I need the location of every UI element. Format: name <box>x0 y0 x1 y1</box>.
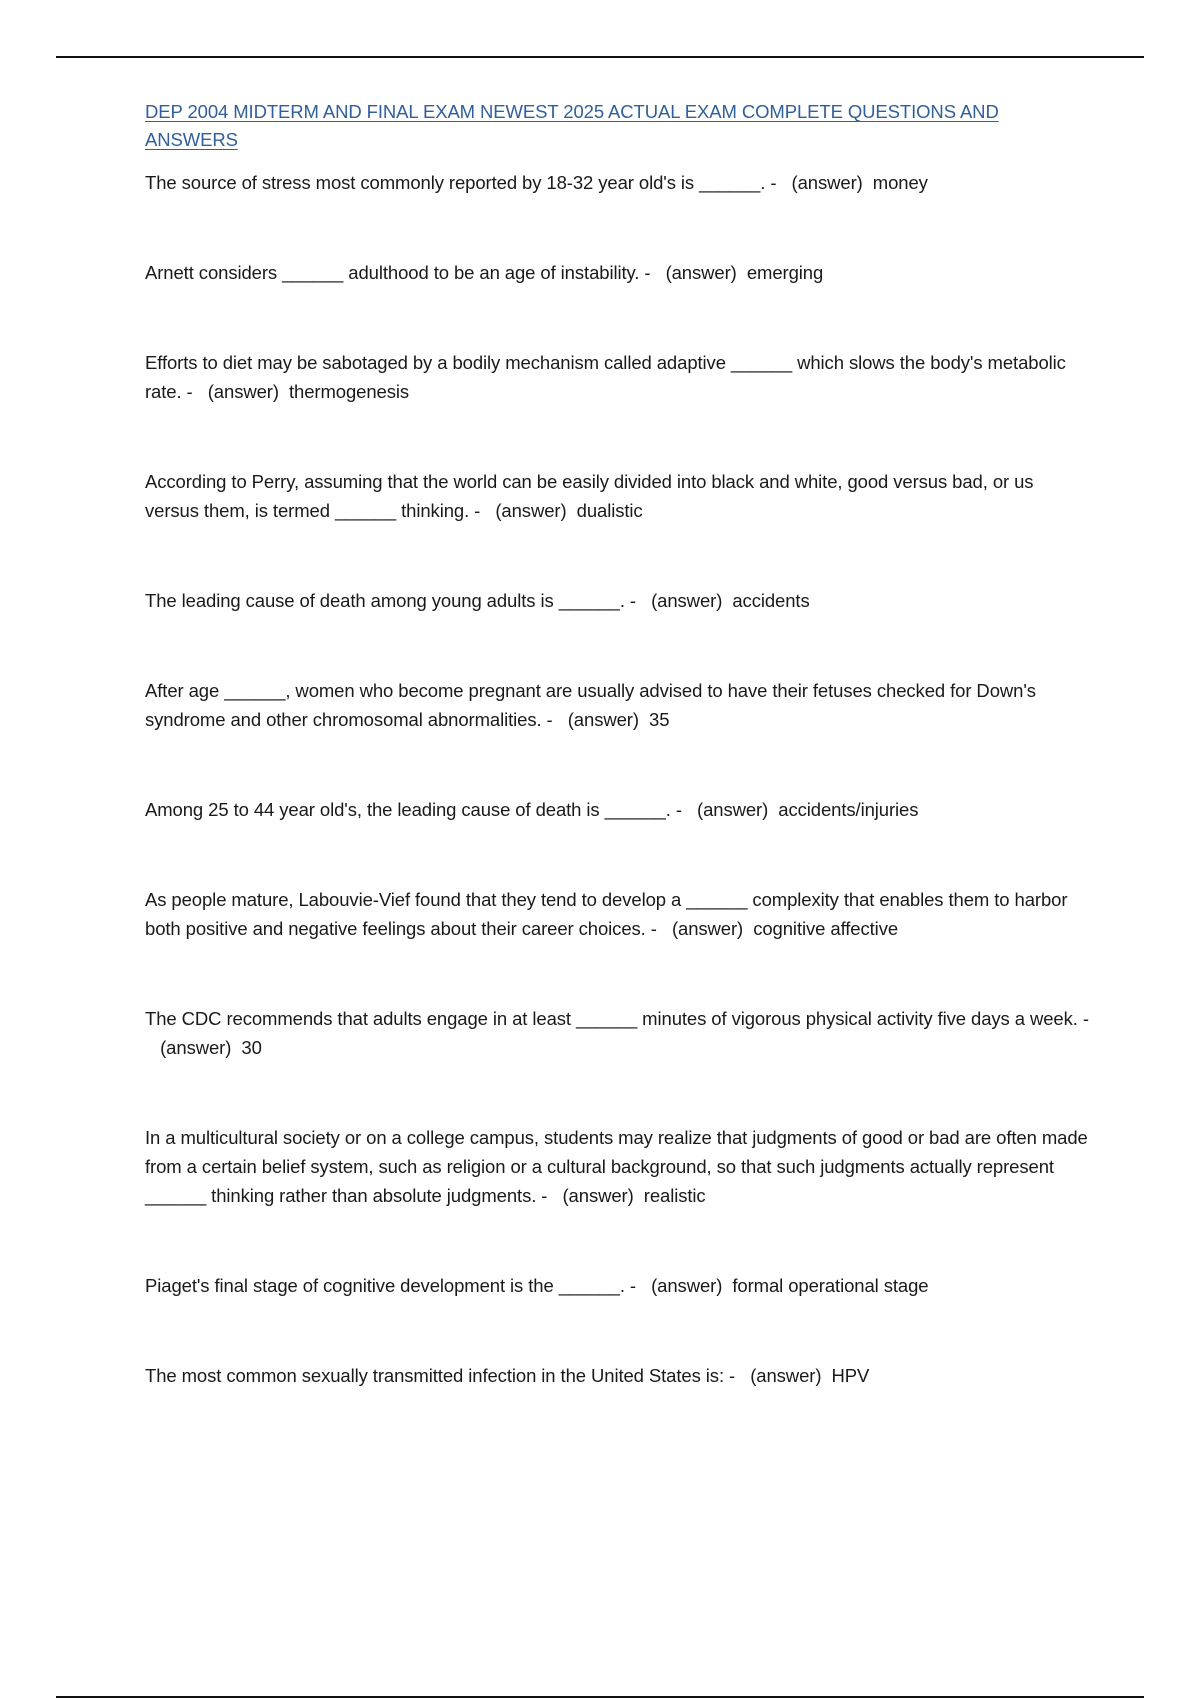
document-page <box>145 98 1090 1390</box>
question-text: The most common sexually transmitted infection in the United States is: - <box>145 1365 736 1386</box>
answer-text: 30 <box>241 1037 262 1058</box>
answer-text: formal operational stage <box>732 1275 929 1296</box>
answer-text: thermogenesis <box>289 381 410 402</box>
question-text: Piaget's final stage of cognitive development is the ______. - <box>145 1275 636 1296</box>
answer-text: realistic <box>643 1185 706 1206</box>
answer-tag: (answer) <box>665 262 737 283</box>
question-text: As people mature, Labouvie-Vief found that they tend to develop a ______ complexity that enables them to harbor both positive and negative feelings about their career choices. - <box>145 889 1068 939</box>
answer-tag: (answer) <box>562 1185 634 1206</box>
answer-text: 35 <box>649 709 670 730</box>
answer-tag: (answer) <box>207 381 279 402</box>
question-text: The leading cause of death among young adults is ______. - <box>145 590 636 611</box>
answer-tag: (answer) <box>671 918 744 939</box>
qa-item <box>145 348 1090 406</box>
qa-item <box>145 1123 1090 1210</box>
question-text: According to Perry, assuming that the world can be easily divided into black and white, good versus bad, or us versus them, is termed ______ thinking. - <box>145 471 1034 521</box>
answer-tag: (answer) <box>750 1365 822 1386</box>
qa-item <box>145 795 1090 824</box>
answer-tag: (answer) <box>160 1037 232 1058</box>
qa-item <box>145 258 1090 287</box>
qa-item <box>145 467 1090 525</box>
qa-item <box>145 586 1090 615</box>
answer-tag: (answer) <box>697 799 769 820</box>
answer-tag: (answer) <box>651 590 723 611</box>
answer-text: accidents <box>732 590 810 611</box>
top-rule <box>56 56 1144 58</box>
question-text: In a multicultural society or on a college campus, students may realize that judgments of good or bad are often made from a certain belief system, such as religion or a cultural background, so that such judgments actually represent ______ thinking rather than absolute judgments. - <box>145 1127 1088 1206</box>
answer-tag: (answer) <box>651 1275 723 1296</box>
answer-text: cognitive affective <box>753 918 899 939</box>
question-text: After age ______, women who become pregnant are usually advised to have their fetuses checked for Down's syndrome and other chromosomal abnormalities. - <box>145 680 1036 730</box>
qa-item <box>145 1271 1090 1300</box>
answer-text: emerging <box>746 262 824 283</box>
question-text: The CDC recommends that adults engage in at least ______ minutes of vigorous physical activity five days a week. - <box>145 1008 1089 1029</box>
answer-tag: (answer) <box>495 500 567 521</box>
answer-text: money <box>872 172 928 193</box>
answer-text: HPV <box>831 1365 870 1386</box>
qa-item <box>145 168 1090 197</box>
question-text: Efforts to diet may be sabotaged by a bodily mechanism called adaptive ______ which slows the body's metabolic rate. - <box>145 352 1066 402</box>
answer-text: dualistic <box>576 500 643 521</box>
bottom-rule <box>56 1696 1144 1698</box>
answer-text: accidents/injuries <box>778 799 919 820</box>
qa-list <box>145 168 1090 1390</box>
qa-item <box>145 1004 1090 1062</box>
question-text: The source of stress most commonly reported by 18-32 year old's is ______. - <box>145 172 777 193</box>
qa-item <box>145 885 1090 943</box>
answer-tag: (answer) <box>791 172 863 193</box>
answer-tag: (answer) <box>567 709 639 730</box>
qa-item <box>145 676 1090 734</box>
question-text: Arnett considers ______ adulthood to be an age of instability. - <box>145 262 651 283</box>
question-text: Among 25 to 44 year old's, the leading cause of death is ______. - <box>145 799 682 820</box>
document-title: DEP 2004 MIDTERM AND FINAL EXAM NEWEST 2025 ACTUAL EXAM COMPLETE QUESTIONS AND ANSWERS <box>145 101 999 150</box>
qa-item <box>145 1361 1090 1390</box>
